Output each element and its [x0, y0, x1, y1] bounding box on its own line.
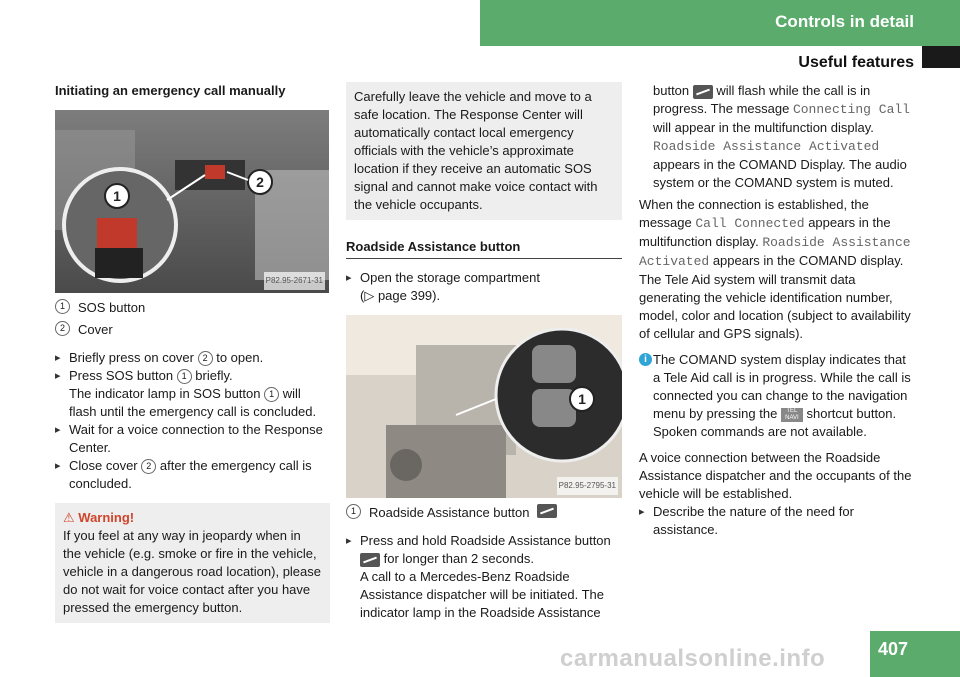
svg-text:1: 1 — [578, 391, 586, 407]
storage-compartment-image — [346, 315, 622, 498]
warning-text: If you feel at any way in jeopardy when in the vehicle (e.g. smoke or fire in the vehicle, vehicle in a dangerous road location), please do not wait for voice contact after you have pressed the emergency button. — [63, 528, 322, 615]
sos-button-photo — [55, 110, 329, 293]
warning-title: Warning! — [78, 510, 135, 525]
body-paragraph: A voice connection between the Roadside Assistance dispatcher and the occupants of the vehicle will be established. — [639, 450, 912, 501]
body-paragraph: A call to a Mercedes-Benz Roadside Assistance dispatcher will be initiated. The indicator lamp in the Roadside Assistance — [360, 569, 604, 620]
column-3 — [639, 82, 915, 539]
watermark: carmanualsonline.info — [560, 645, 826, 672]
section-title: Controls in detail — [775, 12, 914, 31]
heading-roadside-assistance: Roadside Assistance button — [346, 239, 521, 254]
legend-label: SOS button — [78, 300, 146, 315]
step-detail: The indicator lamp in SOS button 1 will flash until the emergency call is concluded. — [69, 386, 317, 419]
legend-item — [346, 504, 622, 522]
roadside-assistance-icon — [360, 553, 380, 567]
svg-text:2: 2 — [256, 174, 264, 190]
instruction-step: ▸ Press and hold Roadside Assistance button for longer than 2 seconds. — [346, 532, 622, 568]
callout-number: 2 — [55, 321, 70, 336]
svg-text:1: 1 — [113, 188, 121, 204]
legend-item — [55, 299, 330, 317]
column-1 — [55, 82, 330, 623]
roadside-assistance-icon — [537, 504, 557, 518]
subheader-marker — [922, 46, 960, 68]
roadside-button-photo — [346, 315, 622, 498]
heading-divider — [346, 258, 622, 259]
instruction-step: ▸ Open the storage compartment (▷ page 399). — [346, 269, 622, 305]
callout-number: 1 — [55, 299, 70, 314]
roadside-assistance-icon — [693, 85, 713, 99]
warning-continued-box: Carefully leave the vehicle and move to a safe location. The Response Center will automatically contact local emergency officials with the vehicle’s approximate location if they receive an automatic SOS signal and cannot make voice contact with the vehicle occupants. — [346, 82, 622, 220]
instruction-step: ▸ Press SOS button 1 briefly. — [55, 367, 330, 385]
warning-icon: ⚠ — [63, 510, 75, 525]
info-note: i The COMAND system display indicates that a Tele Aid call is in progress. While the call is connected you can change to the navigation menu by pressing the TEL NAVI shortcut button. Spoken commands are not available. — [639, 351, 915, 441]
warning-box — [55, 503, 330, 623]
image-caption: P82.95-2671-31 — [264, 272, 325, 290]
instruction-step: ▸ Briefly press on cover 2 to open. — [55, 349, 330, 367]
callout-number: 1 — [346, 504, 361, 519]
image-caption: P82.95-2795-31 — [557, 477, 618, 495]
section-subtitle: Useful features — [798, 54, 914, 71]
legend-item — [55, 321, 330, 339]
legend-label: Roadside Assistance button — [369, 505, 530, 520]
overhead-console-image — [55, 110, 329, 293]
instruction-step: ▸ Wait for a voice connection to the Response Center. — [55, 421, 330, 457]
instruction-step: ▸ Close cover 2 after the emergency call is concluded. — [55, 457, 330, 493]
legend-label: Cover — [78, 322, 113, 337]
body-paragraph: button will flash while the call is in progress. The message Connecting Call will appear in the multifunction display. Roadside Assistance Activated appears in the COMAND Display. The audio system or the COMAND system is muted. — [653, 83, 910, 190]
column-2 — [346, 82, 622, 622]
instruction-step: ▸ Describe the nature of the need for assistance. — [639, 503, 915, 539]
page-number: 407 — [878, 639, 909, 659]
info-icon: i — [639, 353, 652, 366]
tel-navi-button-icon: TEL NAVI — [781, 408, 803, 422]
heading-emergency-call: Initiating an emergency call manually — [55, 83, 286, 98]
body-paragraph: When the connection is established, the message Call Connected appears in the multifunction display. Roadside Assistance Activated appears in the COMAND display. The Tele Aid system will transmit data generating the vehicle identification number, model, color and location (subject to availability of cellular and GPS signals). — [639, 197, 911, 341]
